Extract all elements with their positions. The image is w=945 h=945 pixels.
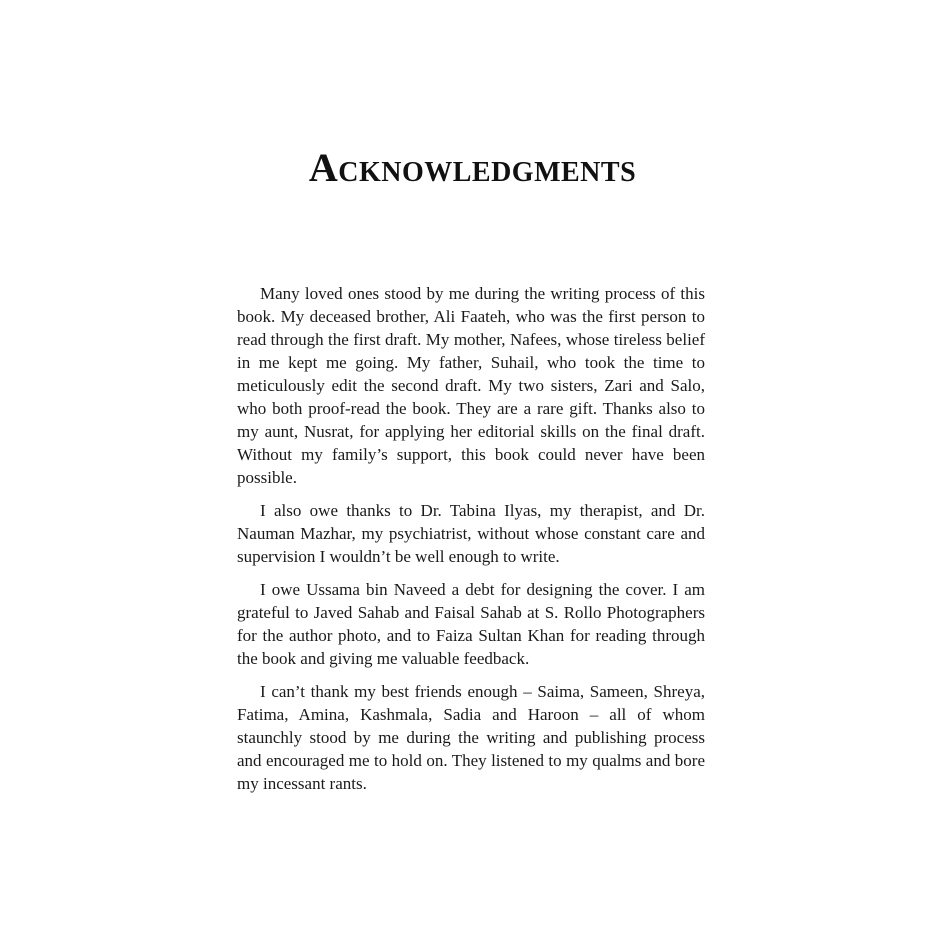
paragraph-cover-photo: I owe Ussama bin Naveed a debt for designing the cover. I am grateful to Javed Sahab and Faisal Sahab at S. Rollo Photographers for the author photo, and to Faiza Sultan Khan for reading through the book and giving me valuable feedback.	[237, 580, 705, 668]
paragraph-friends: I can’t thank my best friends enough – Saima, Sameen, Shreya, Fatima, Amina, Kashmala, Sadia and Haroon – all of whom staunchly stood by me during the writing and publishing process and encouraged me to hold on. They listened to my qualms and bore my incessant rants.	[237, 682, 705, 793]
acknowledgments-body	[237, 282, 705, 805]
page-title: Acknowledgments	[308, 145, 637, 190]
paragraph-doctors: I also owe thanks to Dr. Tabina Ilyas, my therapist, and Dr. Nauman Mazhar, my psychiatrist, without whose constant care and supervision I wouldn’t be well enough to write.	[237, 501, 705, 566]
paragraph-family: Many loved ones stood by me during the writing process of this book. My deceased brother, Ali Faateh, who was the first person to read through the first draft. My mother, Nafees, whose tireless belief in me kept me going. My father, Suhail, who took the time to meticulously edit the second draft. My two sisters, Zari and Salo, who both proof-read the book. They are a rare gift. Thanks also to my aunt, Nusrat, for applying her editorial skills on the final draft. Without my family’s support, this book could never have been possible.	[237, 284, 705, 487]
